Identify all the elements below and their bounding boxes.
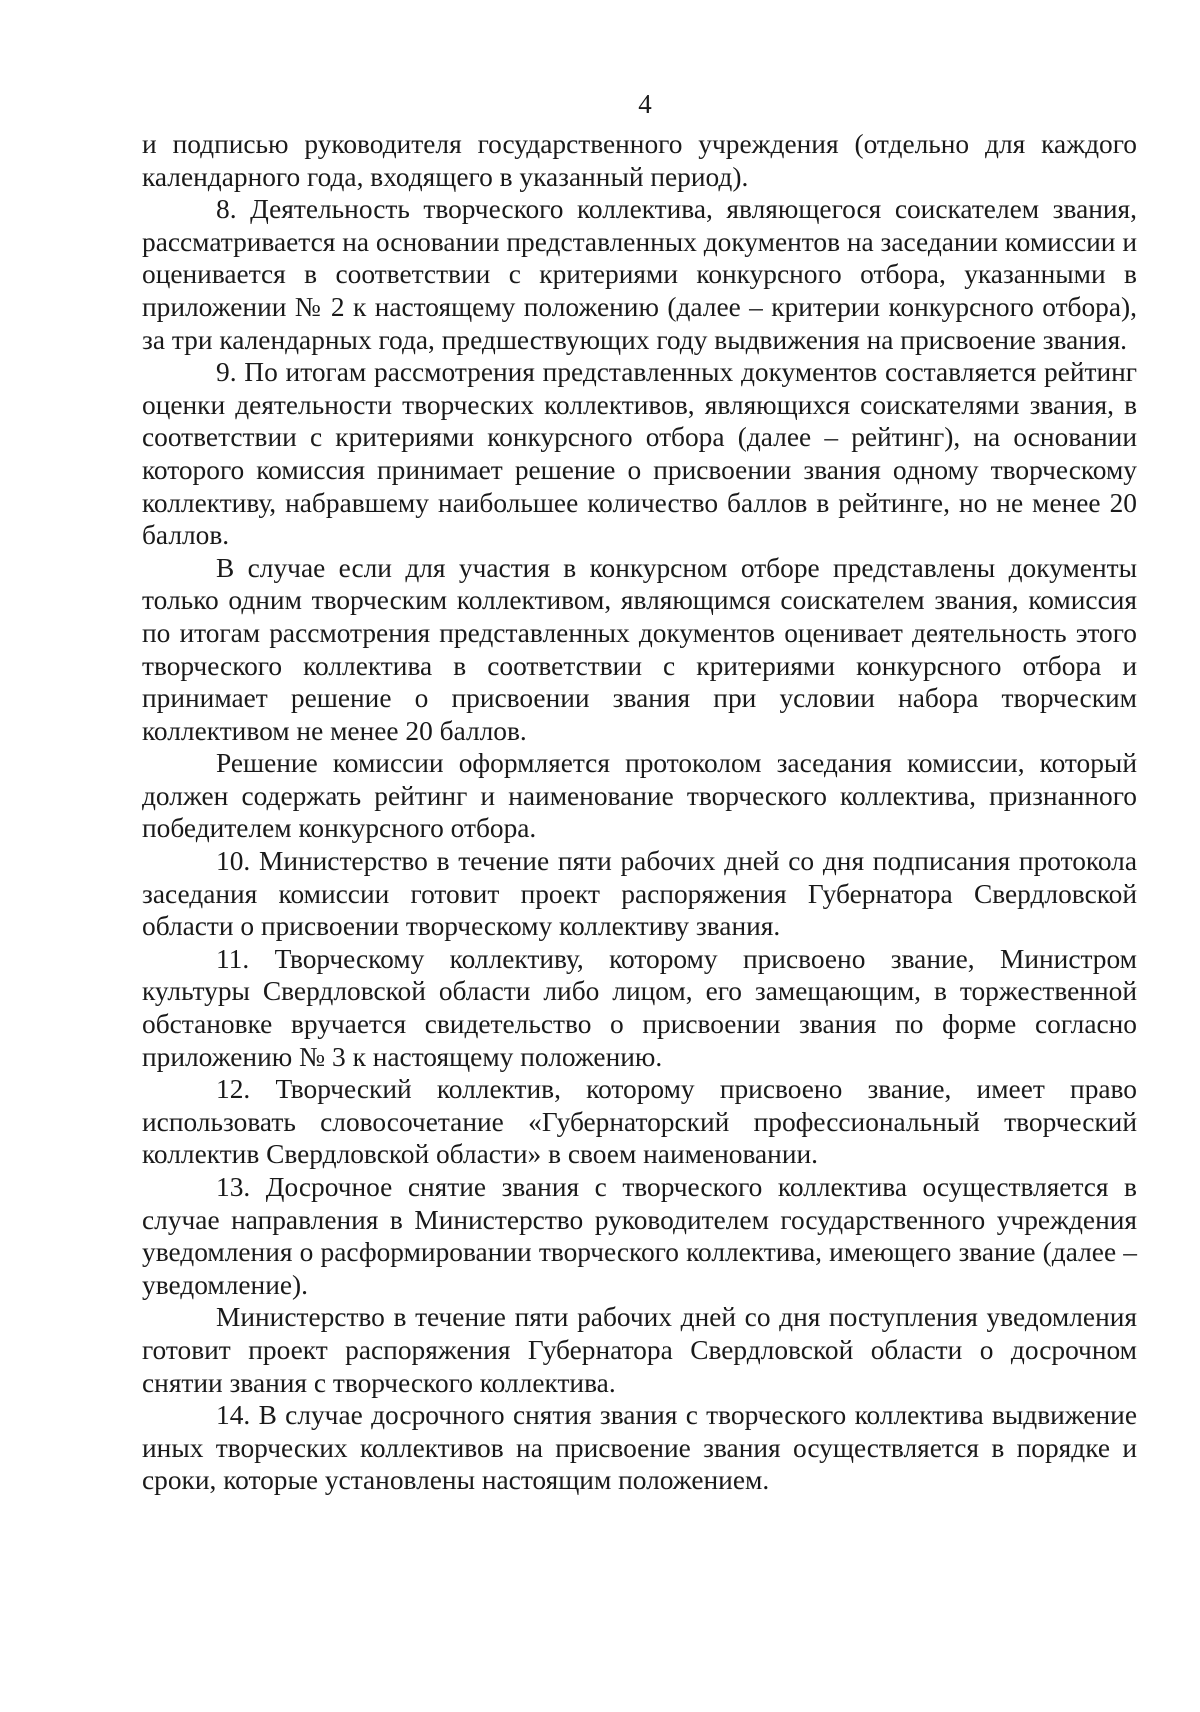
- paragraph-item-11: 11. Творческому коллективу, которому присвоено звание, Министром культуры Свердловской области либо лицом, его замещающим, в торжественной обстановке вручается свидетельство о присвоении звания по форме согласно приложению № 3 к настоящему положению.: [142, 943, 1137, 1072]
- paragraph-commission-decision: Решение комиссии оформляется протоколом заседания комиссии, который должен содержать рейтинг и наименование творческого коллектива, признанного победителем конкурсного отбора.: [142, 748, 1137, 844]
- paragraph-item-8: 8. Деятельность творческого коллектива, являющегося соискателем звания, рассматривается на основании представленных документов на заседании комиссии и оценивается в соответствии с критериями конкурсного отбора, указанными в приложении № 2 к настоящему положению (далее – критерии конкурсного отбора), за три календарных года, предшествующих году выдвижения на присвоение звания.: [142, 194, 1137, 355]
- paragraph-item-13: 13. Досрочное снятие звания с творческого коллектива осуществляется в случае направления в Министерство руководителем государственного учреждения уведомления о расформировании творческого коллектива, имеющего звание (далее – уведомление).: [142, 1172, 1137, 1300]
- paragraph-item-14: 14. В случае досрочного снятия звания с творческого коллектива выдвижение иных творческих коллективов на присвоение звания осуществляется в порядке и сроки, которые установлены настоящим положением.: [142, 1400, 1137, 1496]
- paragraph-item-12: 12. Творческий коллектив, которому присвоено звание, имеет право использовать словосочетание «Губернаторский профессиональный творческий коллектив Свердловской области» в своем наименовании.: [142, 1074, 1137, 1170]
- document-body: [142, 128, 1137, 1497]
- page-number: 4: [638, 89, 652, 119]
- paragraph-ministry-notice: Министерство в течение пяти рабочих дней со дня поступления уведомления готовит проект распоряжения Губернатора Свердловской области о досрочном снятии звания с творческого коллектива.: [142, 1302, 1137, 1398]
- paragraph-continuation: и подписью руководителя государственного учреждения (отдельно для каждого календарного года, входящего в указанный период).: [142, 129, 1137, 192]
- paragraph-item-9: 9. По итогам рассмотрения представленных документов составляется рейтинг оценки деятельности творческих коллективов, являющихся соискателями звания, в соответствии с критериями конкурсного отбора (далее – рейтинг), на основании которого комиссия принимает решение о присвоении звания одному творческому коллективу, набравшему наибольшее количество баллов в рейтинге, но не менее 20 баллов.: [142, 357, 1137, 551]
- paragraph-item-10: 10. Министерство в течение пяти рабочих дней со дня подписания протокола заседания комиссии готовит проект распоряжения Губернатора Свердловской области о присвоении творческому коллективу звания.: [142, 846, 1137, 942]
- paragraph-single-participant: В случае если для участия в конкурсном отборе представлены документы только одним творческим коллективом, являющимся соискателем звания, комиссия по итогам рассмотрения представленных документов оценивает деятельность этого творческого коллектива в соответствии с критериями конкурсного отбора и принимает решение о присвоении звания при условии набора творческим коллективом не менее 20 баллов.: [142, 552, 1137, 746]
